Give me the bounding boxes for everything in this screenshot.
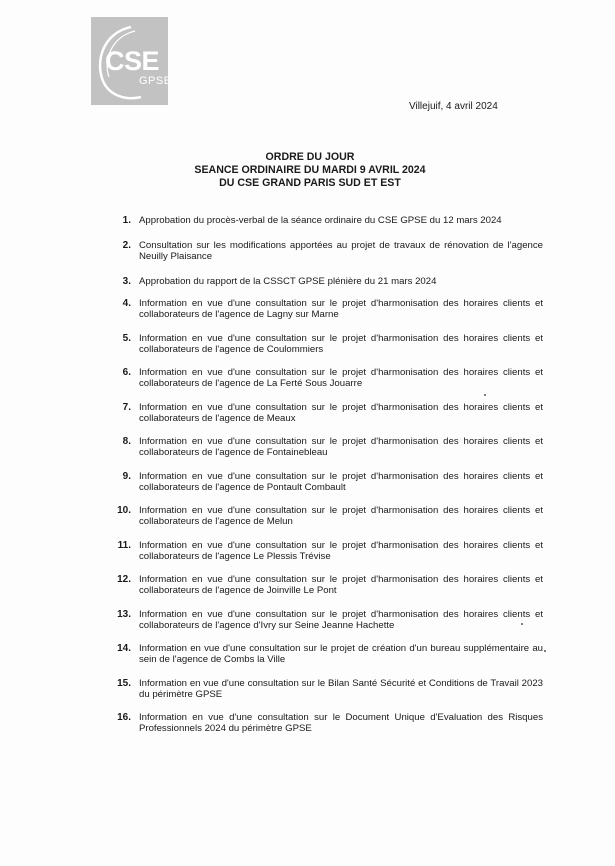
agenda-item-text: Information en vue d'une consultation sur le projet d'harmonisation des horaires clients et collaborateurs de l'agence d'Ivry sur Seine Jeanne Hachette <box>139 609 543 631</box>
logo-main-text: CSE <box>105 46 160 76</box>
agenda-item-text: Consultation sur les modifications apportées au projet de travaux de rénovation de l'agence Neuilly Plaisance <box>139 240 543 262</box>
agenda-item-number: 15. <box>117 678 131 689</box>
agenda-item-text: Information en vue d'une consultation sur le projet d'harmonisation des horaires clients et collaborateurs de l'agence Le Plessis Trévise <box>139 540 543 562</box>
agenda-item-text: Information en vue d'une consultation sur le projet de création d'un bureau supplémentaire au sein de l'agence de Combs la Ville <box>139 643 543 665</box>
agenda-item-number: 3. <box>122 276 131 287</box>
agenda-item-number: 8. <box>122 436 131 447</box>
agenda-item-text: Information en vue d'une consultation sur le projet d'harmonisation des horaires clients et collaborateurs de l'agence de Joinville Le Pont <box>139 574 543 596</box>
document-heading <box>150 151 470 190</box>
agenda-item-text: Approbation du rapport de la CSSCT GPSE plénière du 21 mars 2024 <box>139 276 437 287</box>
agenda-item-number: 6. <box>122 367 131 378</box>
agenda-item-text: Information en vue d'une consultation sur le projet d'harmonisation des horaires clients et collaborateurs de l'agence de Melun <box>139 505 543 527</box>
agenda-item-text: Information en vue d'une consultation sur le projet d'harmonisation des horaires clients et collaborateurs de l'agence de Meaux <box>139 402 543 424</box>
agenda-item-number: 5. <box>122 333 131 344</box>
agenda-item-number: 12. <box>117 574 131 585</box>
agenda-item-number: 16. <box>117 712 131 723</box>
agenda-item-number: 10. <box>117 505 131 516</box>
agenda-item-text: Information en vue d'une consultation sur le projet d'harmonisation des horaires clients et collaborateurs de l'agence de Lagny sur Marne <box>139 298 543 320</box>
agenda-item-number: 7. <box>122 402 131 413</box>
agenda-item-number: 11. <box>117 540 131 551</box>
scan-speck <box>544 650 546 652</box>
scan-speck <box>484 394 486 396</box>
agenda-item-text: Information en vue d'une consultation sur le projet d'harmonisation des horaires clients et collaborateurs de l'agence de Fontainebleau <box>139 436 543 458</box>
agenda-item-number: 14. <box>117 643 131 654</box>
heading-title: ORDRE DU JOUR <box>265 151 355 163</box>
date-line: Villejuif, 4 avril 2024 <box>409 101 498 112</box>
agenda-item-text: Information en vue d'une consultation sur le projet d'harmonisation des horaires clients et collaborateurs de l'agence de La Ferté Sous Jouarre <box>139 367 543 389</box>
agenda-item-text: Information en vue d'une consultation sur le projet d'harmonisation des horaires clients et collaborateurs de l'agence de Pontault Combault <box>139 471 543 493</box>
logo-sub-text: GPSE <box>139 75 172 87</box>
heading-session: SEANCE ORDINAIRE DU MARDI 9 AVRIL 2024 <box>194 164 426 176</box>
agenda-item-text: Information en vue d'une consultation sur le projet d'harmonisation des horaires clients et collaborateurs de l'agence de Coulommiers <box>139 333 543 355</box>
agenda-item-number: 2. <box>122 240 131 251</box>
heading-committee: DU CSE GRAND PARIS SUD ET EST <box>219 177 401 189</box>
cse-logo <box>91 17 172 105</box>
agenda-item-number: 4. <box>122 298 131 309</box>
agenda-item-number: 9. <box>122 471 131 482</box>
agenda-item-text: Information en vue d'une consultation sur le Document Unique d'Evaluation des Risques Professionnels 2024 du périmètre GPSE <box>139 712 543 734</box>
agenda-item-number: 13. <box>117 609 131 620</box>
agenda-item-text: Approbation du procès-verbal de la séance ordinaire du CSE GPSE du 12 mars 2024 <box>139 215 502 226</box>
agenda-item-text: Information en vue d'une consultation sur le Bilan Santé Sécurité et Conditions de Travail 2023 du périmètre GPSE <box>139 678 543 700</box>
agenda-item-number: 1. <box>122 215 131 226</box>
scan-speck <box>521 623 523 625</box>
